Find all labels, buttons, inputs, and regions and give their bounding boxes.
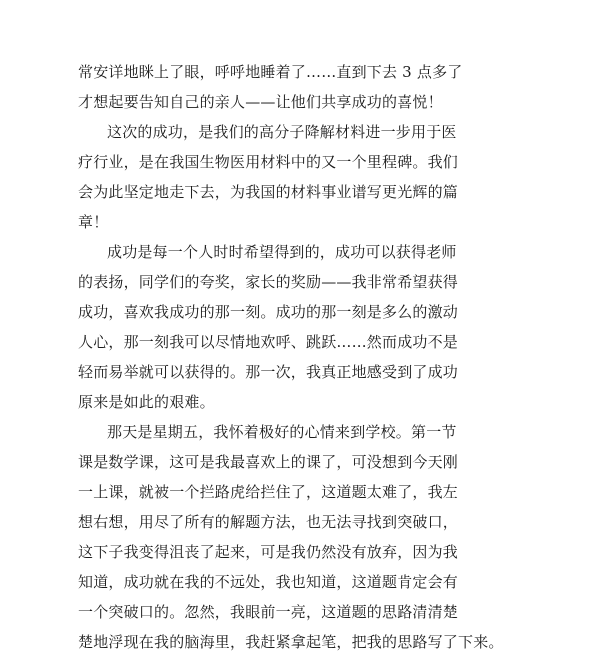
text-line-5: 会为此坚定地走下去，为我国的材料事业谱写更光辉的篇: [78, 183, 459, 201]
text-line-9: 成功，喜欢我成功的那一刻。成功的那一刻是多么的激动: [78, 303, 459, 321]
text-line-4: 疗行业，是在我国生物医用材料中的又一个里程碑。我们: [78, 153, 459, 171]
text-line-19: 一个突破口的。忽然，我眼前一亮，这道题的思路清清楚: [78, 603, 459, 621]
text-line-6: 章！: [78, 213, 109, 231]
text-line-1: 常安详地眯上了眼，呼呼地睡着了……直到下去 3 点多了: [78, 63, 463, 81]
text-line-8: 的表扬，同学们的夸奖，家长的奖励——我非常希望获得: [78, 273, 459, 291]
text-line-12: 原来是如此的艰难。: [78, 393, 215, 411]
text-line-17: 这下子我变得沮丧了起来，可是我仍然没有放弃，因为我: [78, 543, 459, 561]
text-line-2: 才想起要告知自己的亲人——让他们共享成功的喜悦！: [78, 93, 443, 111]
text-line-3: 这次的成功，是我们的高分子降解材料进一步用于医: [107, 123, 457, 141]
text-line-11: 轻而易举就可以获得的。那一次，我真正地感受到了成功: [78, 363, 459, 381]
text-line-14: 课是数学课，这可是我最喜欢上的课了，可没想到今天刚: [78, 453, 459, 471]
text-line-18: 知道，成功就在我的不远处，我也知道，这道题肯定会有: [78, 573, 459, 591]
text-line-20: 楚地浮现在我的脑海里，我赶紧拿起笔，把我的思路写了下来。: [78, 633, 504, 651]
text-line-15: 一上课，就被一个拦路虎给拦住了，这道题太难了，我左: [78, 483, 459, 501]
text-line-10: 人心，那一刻我可以尽情地欢呼、跳跃……然而成功不是: [78, 333, 459, 351]
text-line-7: 成功是每一个人时时希望得到的，成功可以获得老师: [107, 243, 457, 261]
text-line-16: 想右想，用尽了所有的解题方法，也无法寻找到突破口，: [78, 513, 459, 531]
text-line-13: 那天是星期五，我怀着极好的心情来到学校。第一节: [107, 423, 457, 441]
